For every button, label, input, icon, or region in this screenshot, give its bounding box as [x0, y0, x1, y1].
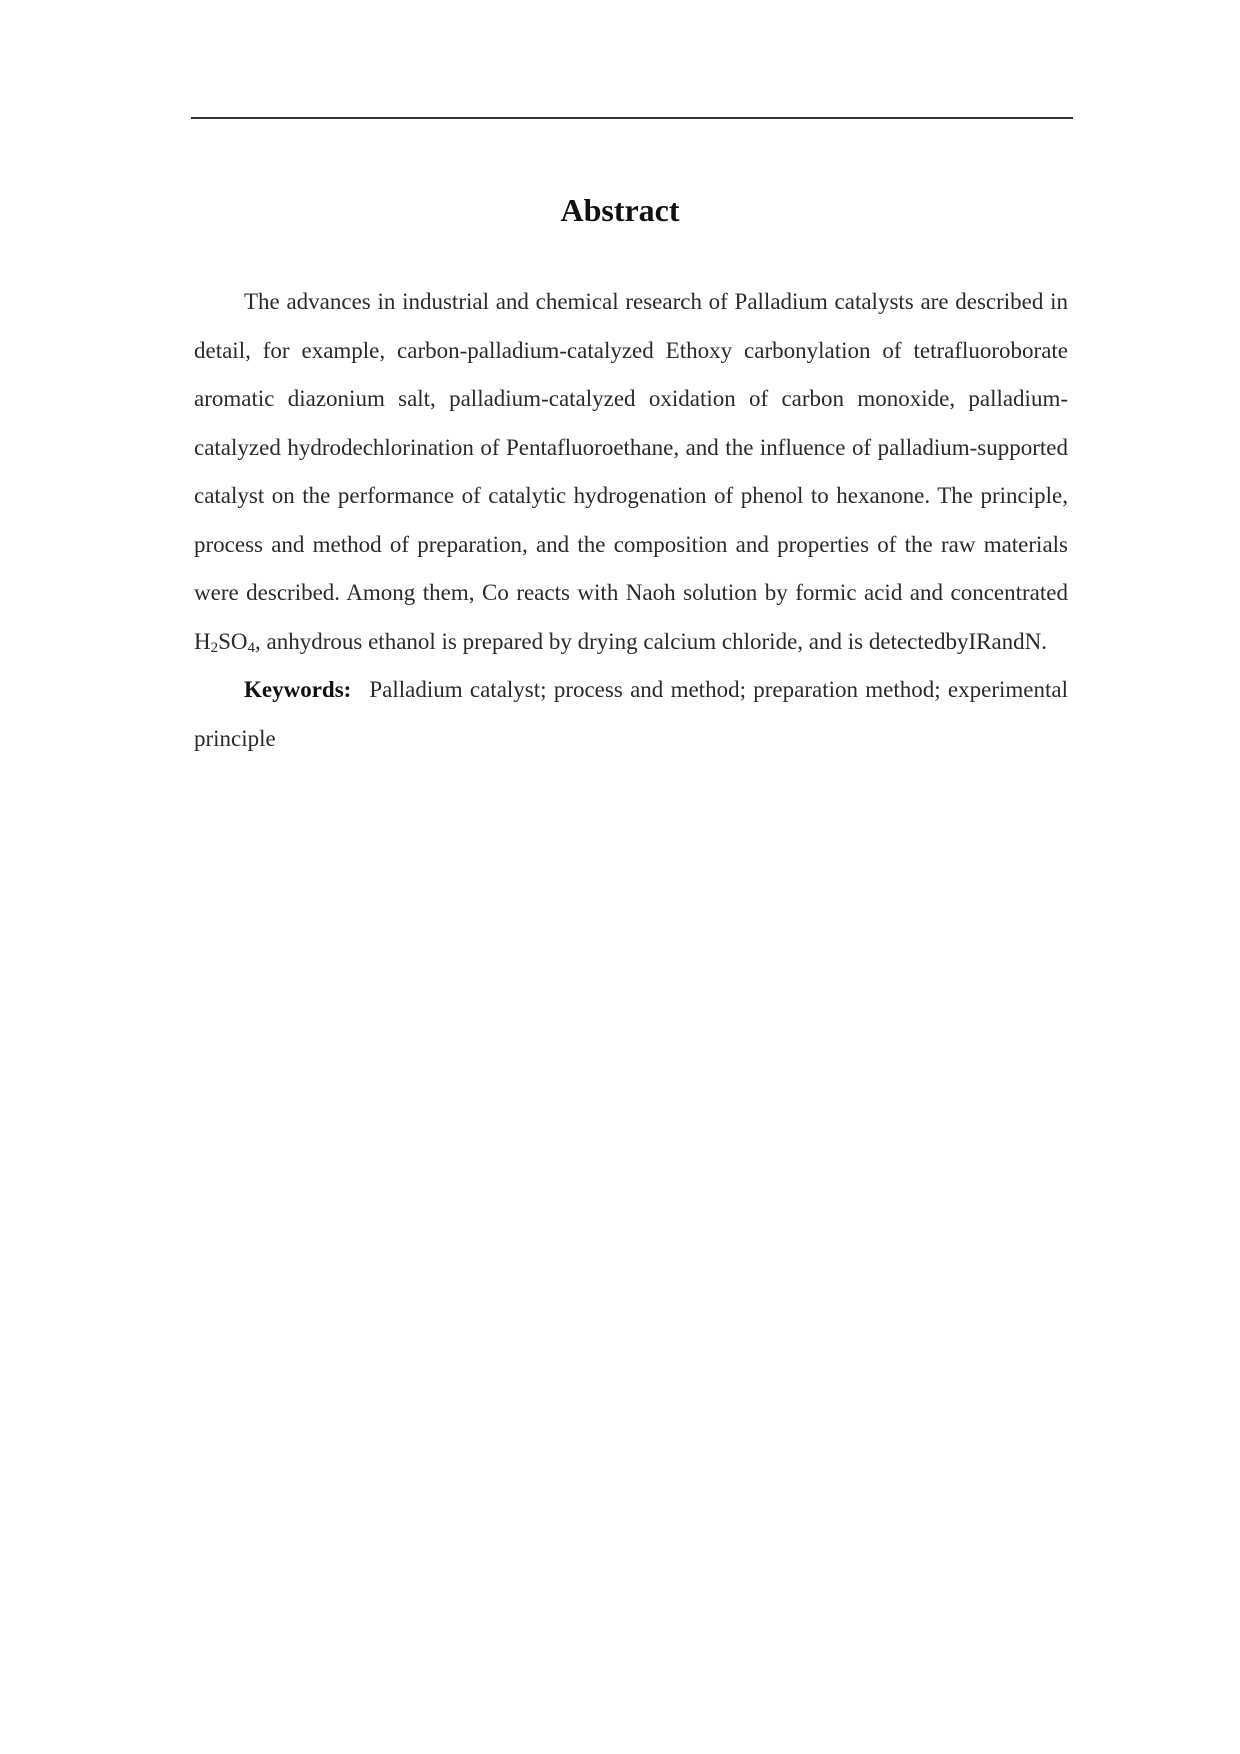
keywords-paragraph: [194, 666, 1068, 763]
abstract-body: [194, 278, 1068, 763]
formula-subscript-4: 4: [247, 639, 256, 656]
keywords-label: Keywords:: [244, 677, 352, 702]
formula-so: SO: [218, 628, 248, 654]
page-title: Abstract: [560, 192, 680, 228]
abstract-paragraph: [194, 278, 1068, 666]
abstract-text-part1: The advances in industrial and chemical research of Palladium catalysts are described in detail, for example, carbon-palladium-catalyzed Ethoxy carbonylation of tetrafluoroborate aromatic diazonium salt, palladium-catalyzed oxidation of carbon monoxide, palladium-catalyzed hydrodechlorination of Pentafluoroethane, and the influence of palladium-supported catalyst on the performance of catalytic hydrogenation of phenol to hexanone. The principle, process and method of preparation, and the composition and properties of the raw materials were described. Among them, Co reacts with Naoh solution by formic acid and concentrated: [194, 289, 1068, 605]
formula-subscript-2: 2: [210, 639, 219, 656]
formula-h: H: [194, 628, 211, 654]
abstract-text-part2: , anhydrous ethanol is prepared by drying calcium chloride, and is detectedbyIRandN.: [255, 628, 1048, 654]
header-rule: [191, 117, 1073, 119]
keywords-text: Palladium catalyst; process and method; preparation method; experimental principle: [194, 677, 1068, 751]
